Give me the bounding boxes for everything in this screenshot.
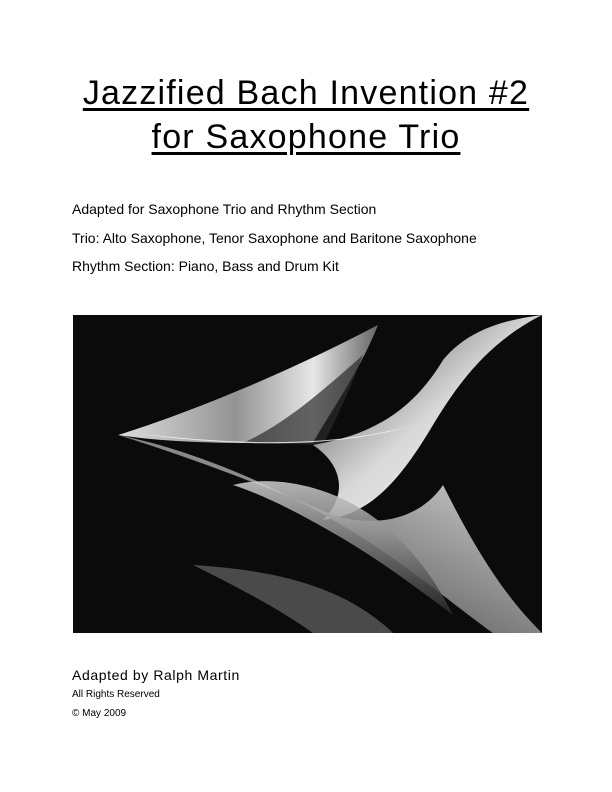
description-rhythm-section: Rhythm Section: Piano, Bass and Drum Kit: [72, 258, 339, 274]
rights-notice: All Rights Reserved: [72, 689, 160, 700]
abstract-curved-surface-image: [73, 315, 542, 633]
description-adaptation: Adapted for Saxophone Trio and Rhythm Section: [72, 201, 377, 217]
title-line-1-text: Jazzified Bach Invention #2: [82, 74, 530, 112]
cover-artwork: [73, 315, 542, 633]
title-line-1: [0, 72, 612, 114]
copyright-date: © May 2009: [72, 708, 127, 719]
title-line-2-text: for Saxophone Trio: [151, 118, 461, 156]
title-line-2: [0, 116, 612, 158]
description-trio: Trio: Alto Saxophone, Tenor Saxophone and Baritone Saxophone: [72, 230, 477, 246]
adapter-credit: Adapted by Ralph Martin: [72, 667, 240, 683]
